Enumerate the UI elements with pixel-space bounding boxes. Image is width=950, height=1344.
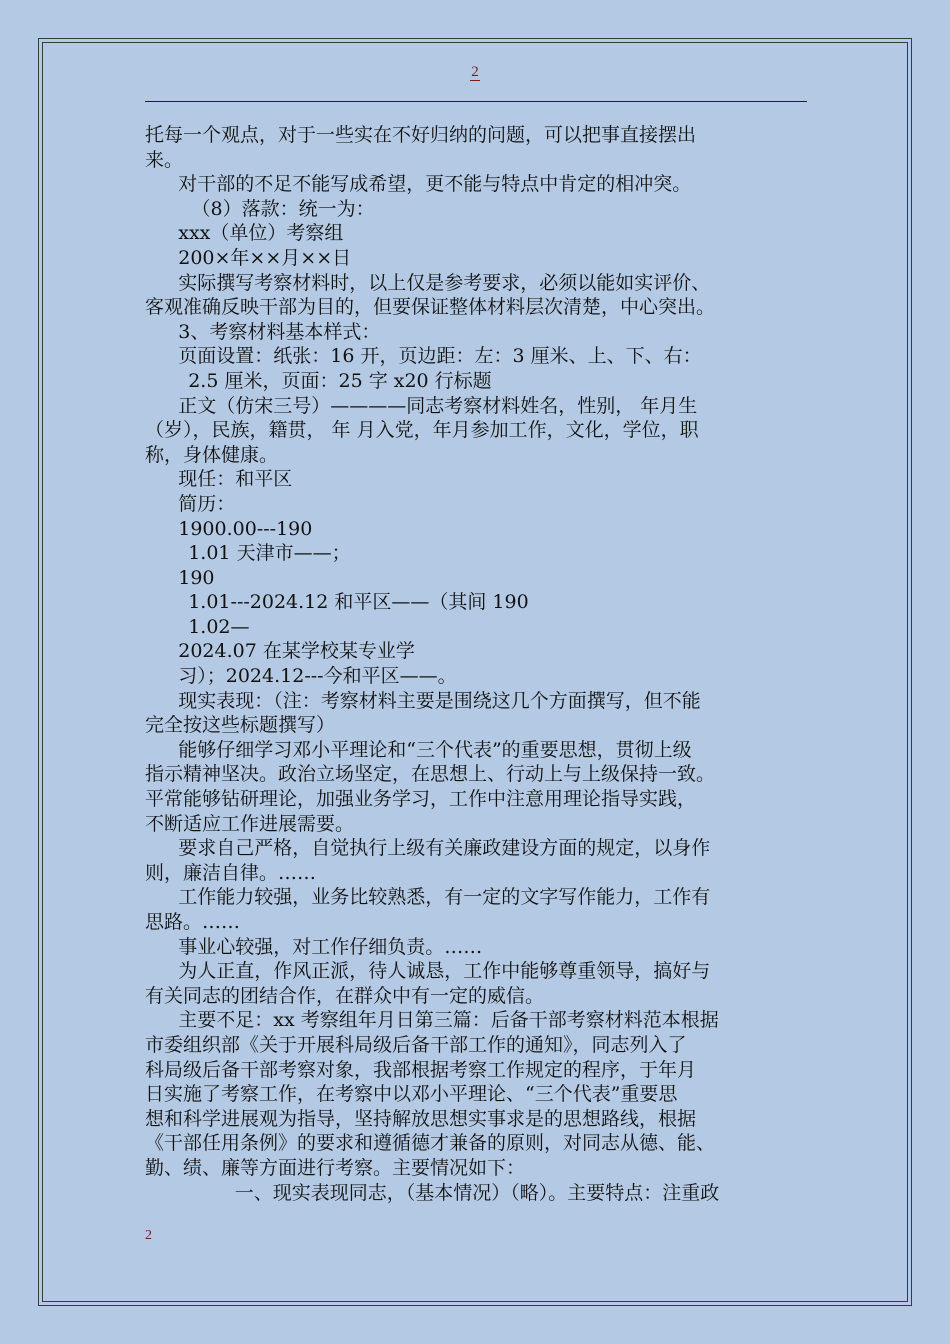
body-line: 完全按这些标题撰写） (145, 714, 336, 737)
body-line: 想和科学进展观为指导，坚持解放思想实事求是的思想路线，根据 (145, 1107, 697, 1130)
body-line: 客观准确反映干部为目的，但要保证整体材料层次清楚，中心突出。 (145, 296, 716, 319)
body-line: 主要不足：xx 考察组年月日第三篇：后备干部考察材料范本根据 (178, 1009, 719, 1032)
body-line: 勤、绩、廉等方面进行考察。主要情况如下： (145, 1156, 526, 1179)
body-line: 来。 (145, 148, 184, 171)
body-line: （岁），民族，籍贯， 年 月入党，年月参加工作，文化，学位，职 (145, 419, 699, 442)
body-line: 对干部的不足不能写成希望，更不能与特点中肯定的相冲突。 (178, 173, 692, 196)
body-line: 则，廉洁自律。…… (145, 861, 317, 884)
body-line: 有关同志的团结合作，在群众中有一定的威信。 (145, 984, 545, 1007)
body-line: 能够仔细学习邓小平理论和“三个代表”的重要思想，贯彻上级 (178, 738, 692, 761)
body-line: 《干部任用条例》的要求和遵循德才兼备的原则，对同志从德、能、 (145, 1132, 716, 1155)
body-line: 指示精神坚决。政治立场坚定，在思想上、行动上与上级保持一致。 (145, 763, 716, 786)
header-page-number: 2 (471, 64, 479, 80)
body-line: 事业心较强，对工作仔细负责。…… (178, 935, 483, 958)
body-line: 市委组织部《关于开展科局级后备干部工作的通知》，同志列入了 (145, 1033, 687, 1056)
body-line: 1.02— (188, 615, 250, 638)
body-line: 为人正直，作风正派，待人诚恳，工作中能够尊重领导，搞好与 (178, 960, 711, 983)
body-line: 实际撰写考察材料时，以上仅是参考要求，必须以能如实评价、 (178, 271, 711, 294)
body-line: 要求自己严格，自觉执行上级有关廉政建设方面的规定，以身作 (178, 837, 711, 860)
body-line: 不断适应工作进展需要。 (145, 812, 355, 835)
body-line: 工作能力较强，业务比较熟悉，有一定的文字写作能力，工作有 (178, 886, 711, 909)
body-line: 一、现实表现同志，（基本情况）（略）。主要特点：注重政 (234, 1181, 720, 1204)
body-line: 1.01---2024.12 和平区——（其间 190 (188, 591, 529, 614)
body-line: xxx（单位）考察组 (178, 222, 344, 245)
body-line: 称，身体健康。 (145, 443, 279, 466)
body-line: 现实表现：（注：考察材料主要是围绕这几个方面撰写，但不能 (178, 689, 701, 712)
body-line: 页面设置：纸张：16 开，页边距：左：3 厘米、上、下、右： (178, 345, 702, 368)
body-line: 习）；2024.12---今和平区——。 (178, 665, 457, 688)
body-line: 200×年××月××日 (178, 246, 352, 269)
body-line: 1.01 天津市——； (188, 542, 351, 565)
body-line: 正文（仿宋三号）————同志考察材料姓名，性别， 年月生 (178, 394, 698, 417)
body-line: 190 (178, 566, 215, 589)
body-line: 简历： (178, 492, 236, 515)
body-line: 托每一个观点，对于一些实在不好归纳的问题，可以把事直接摆出 (145, 124, 697, 146)
footer-page-number: 2 (145, 1228, 152, 1243)
body-line: 现任：和平区 (178, 468, 293, 491)
body-line: （8）落款：统一为： (191, 197, 375, 220)
body-line: 平常能够钻研理论，加强业务学习，工作中注意用理论指导实践， (145, 788, 697, 811)
body-line: 2.5 厘米，页面：25 字 x20 行标题 (188, 369, 492, 392)
body-line: 日实施了考察工作，在考察中以邓小平理论、“三个代表”重要思 (145, 1083, 678, 1106)
body-line: 科局级后备干部考察对象，我部根据考察工作规定的程序，于年月 (145, 1058, 697, 1081)
body-line: 思路。…… (145, 911, 241, 933)
body-line: 2024.07 在某学校某专业学 (178, 640, 415, 663)
body-line: 3、考察材料基本样式： (178, 320, 381, 343)
body-line: 1900.00---190 (178, 517, 313, 540)
document-body (145, 123, 825, 1205)
header-rule (145, 101, 807, 102)
